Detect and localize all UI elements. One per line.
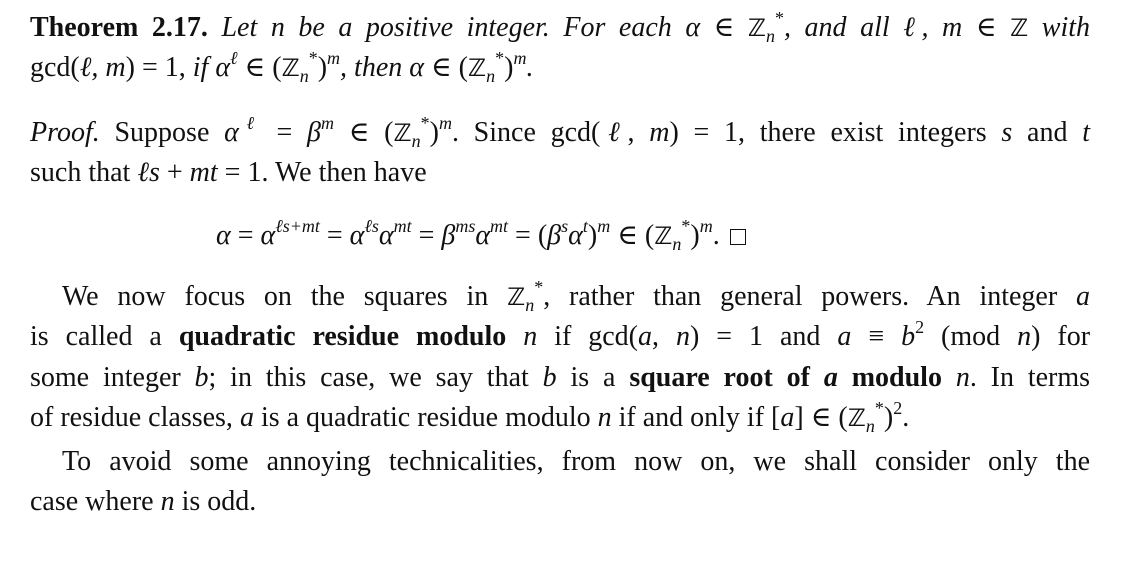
display-equation: $\alpha = \alpha^{\ell s+mt} = \alpha^{\ell s}\alpha^{mt} = \beta^{ms}\alpha^{mt} = (\beta^s\alpha^t)^m$ ∈ (ℤ$_n$*)$^m$.: [216, 216, 746, 256]
proof-line-1: Proof. Suppose $\alpha^\ell = \beta^m$ ∈ (ℤ$_n$*)$^m$. Since gcd(ℓ, m) = 1, there exist integers s and t: [30, 113, 1090, 151]
proof-line-2: such that ℓs + mt = 1. We then have: [30, 157, 427, 188]
theorem-line-2: gcd(ℓ, m) = 1, if $\alpha^\ell$ ∈ (ℤ$_n$*)$^m$, then α ∈ (ℤ$_n$*)$^m$.: [30, 48, 534, 86]
term-quadratic-residue: quadratic residue modulo: [178, 321, 507, 352]
proof-label: Proof.: [30, 117, 100, 148]
paragraph-2-line-2: case where n is odd.: [30, 486, 257, 517]
qed-square-icon: [730, 229, 746, 245]
paragraph-1-line-1: We now focus on the squares in ℤ$_n$*, rather than general powers. An integer a: [62, 277, 1090, 315]
paragraph-1-line-3: some integer b; in this case, we say that b is a square root of a modulo n. In terms: [30, 362, 1091, 393]
paragraph-1-line-2: is called a quadratic residue modulo n if gcd(a, n) = 1 and $a \equiv b^2$ (mod n) for: [30, 317, 1091, 352]
paragraph-2-line-1: To avoid some annoying technicalities, from now on, we shall consider only the: [62, 446, 1090, 477]
term-square-root: square root of: [629, 362, 810, 393]
term-modulo: modulo: [851, 362, 942, 393]
theorem-heading: Theorem 2.17.: [30, 12, 208, 43]
paragraph-1-line-4: of residue classes, a is a quadratic residue modulo n if and only if [a] ∈ (ℤ$_n$*)$^2$.: [30, 398, 910, 436]
theorem-line-1: Theorem 2.17. Let n be a positive integer. For each α ∈ ℤ$_n$*, and all ℓ, m ∈ ℤ with: [30, 8, 1091, 46]
